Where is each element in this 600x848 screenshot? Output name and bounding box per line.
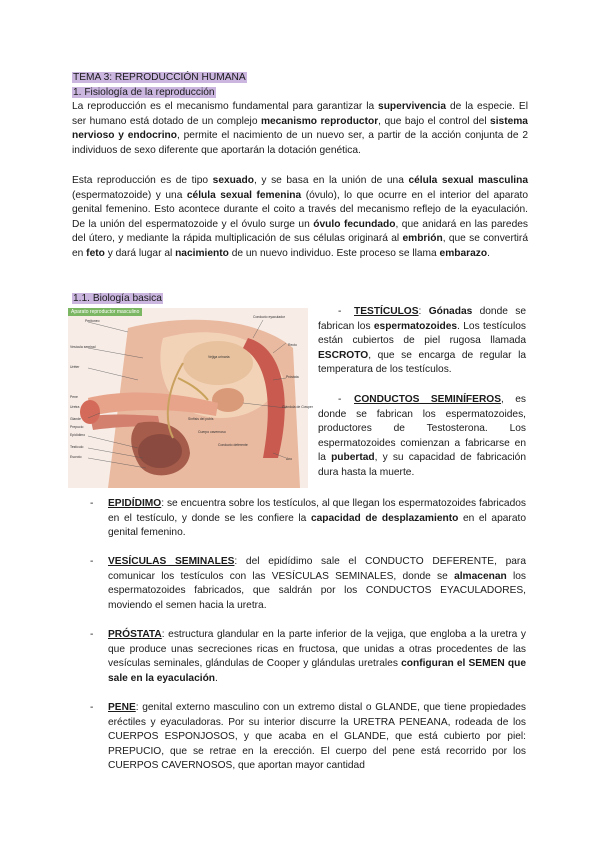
item-testiculos: [318, 305, 526, 378]
label-recto: Recto: [288, 343, 297, 347]
item-term: CONDUCTOS SEMINÍFEROS: [354, 394, 502, 405]
bold-text: Gónadas: [428, 306, 473, 317]
text-run: , y su capacidad de fabricación dura hasta la muerte.: [318, 452, 526, 478]
item-term: TESTÍCULOS: [354, 306, 419, 317]
bold-text: capacidad de desplazamiento: [310, 512, 459, 524]
label-conducto-eyaculador: Conducto eyaculador: [253, 315, 286, 319]
item-prostata: [108, 628, 526, 686]
bold-text: supervivencia: [378, 101, 447, 112]
text-run: , y se basa en la unión de una: [254, 175, 409, 186]
label-pene: Pene: [70, 395, 78, 399]
bold-text: espermatozoides: [373, 320, 458, 332]
label-epididimo: Epidídimo: [70, 433, 86, 437]
text-run: donde se fabrican los: [318, 306, 526, 332]
text-run: , que bajo el control del: [378, 115, 491, 127]
text-run: .: [487, 247, 490, 259]
bold-text: embarazo: [439, 247, 488, 259]
item-pene: [108, 701, 526, 774]
item-term: PRÓSTATA: [108, 629, 162, 640]
bullet-dash: -: [90, 702, 94, 713]
section-1-1-heading: 1.1. Biología basica: [73, 293, 162, 304]
label-vejiga: Vejiga urinaria: [208, 355, 230, 359]
text-run: , permite el nacimiento de un nuevo ser, a partir de la acción conjunta de 2 individuos de sexo diferente que aportarán la dotación genética.: [72, 130, 528, 156]
bold-text: nacimiento: [175, 247, 229, 259]
diagram-illustration: [68, 308, 313, 488]
text-run: los espermatozoides fabricados, que saldrán por los CONDUCTOS EYACULADORES, moviendo el semen hacia la uretra.: [108, 570, 526, 611]
label-ureter: Uréter: [70, 365, 80, 369]
testis-shape: [138, 434, 182, 468]
bladder-shape: [183, 341, 253, 385]
bullet-dash: -: [90, 556, 94, 567]
section-1-heading: 1. Fisiología de la reproducción: [73, 87, 215, 98]
bold-text: almacenan: [454, 570, 507, 582]
item-epididimo: [108, 497, 526, 541]
bullet-dash: -: [90, 498, 94, 509]
text-run: , que se convertirá en: [72, 233, 528, 259]
text-run: .: [215, 672, 218, 684]
text-run: en el aparato genital femenino.: [108, 512, 526, 539]
label-sinfisis: Sínfisis del pubis: [188, 417, 214, 421]
text-run: :: [418, 306, 429, 317]
label-escroto: Escroto: [70, 455, 82, 459]
bold-text: sistema nervioso y endocrino: [72, 115, 528, 142]
text-run: (óvulo), lo que ocurre en el interior del aparato genital femenino. Esto acontece durante el coito a través del mecanismo reflejo de la eyaculación. De la unión del espermatozoide y el óvulo surge un: [72, 189, 529, 230]
label-uretra: Uretra: [70, 405, 80, 409]
item-term: VESÍCULAS SEMINALES: [108, 556, 235, 567]
bold-text: embrión: [402, 233, 443, 245]
bold-text: óvulo fecundado: [313, 218, 396, 230]
bold-text: mecanismo reproductor: [260, 115, 379, 127]
text-run: de un nuevo individuo. Este proceso se llama: [228, 247, 440, 259]
text-run: y dará lugar al: [104, 247, 176, 259]
text-run: , que se encarga de regular la temperatura de los testículos.: [318, 349, 526, 376]
label-prepucio: Prepucio: [70, 425, 84, 429]
male-reproductive-diagram: [68, 308, 313, 488]
bold-text: célula sexual masculina: [408, 175, 529, 186]
bullet-dash: -: [338, 394, 342, 405]
item-term: PENE: [108, 702, 136, 713]
text-run: , que anidará en las paredes del útero, y mediante la rápida multiplicación de sus células originará al: [72, 218, 528, 245]
text-run: Esta reproducción es de tipo: [72, 175, 213, 186]
figure-tag: Aparato reproductor masculino: [68, 308, 142, 316]
label-glande: Glande: [70, 417, 81, 421]
bold-text: célula sexual femenina: [186, 189, 302, 201]
text-run: : estructura glandular en la parte inferior de la vejiga, que engloba a la uretra y que produce unas secreciones ricas en fructosa, que unidas a otras procedentes de las vesículas seminales, glándulas de Cooper y glándulas uretrales: [108, 629, 526, 670]
text-run: La reproducción es el mecanismo fundamental para garantizar la: [72, 101, 379, 112]
bold-text: pubertad: [331, 452, 375, 464]
text-run: , es donde se fabrican los espermatozoides, productores de Testosterona. Los espermatozoides comienzan a fabricarse en la: [318, 394, 526, 464]
bold-text: sexuado: [212, 175, 254, 186]
item-vesiculas: [108, 555, 526, 613]
glans-shape: [80, 400, 100, 424]
reproduction-paragraph: [72, 174, 528, 262]
label-conducto-deferente: Conducto deferente: [218, 443, 248, 447]
text-run: : del epidídimo sale el CONDUCTO DEFERENTE, para comunicar los testículos con las VESÍCULAS SEMINALES, donde se: [108, 556, 526, 582]
label-vesicula: Vesícula seminal: [70, 345, 96, 349]
label-cuerpo-cavernoso: Cuerpo cavernoso: [198, 430, 226, 434]
bullet-dash: -: [90, 629, 94, 640]
text-run: . Los testículos están cubiertos de piel rugosa llamada: [318, 320, 526, 347]
item-conductos-seminiferos: [318, 393, 526, 481]
text-run: (espermatozoide) y una: [72, 189, 187, 201]
bold-text: feto: [86, 247, 105, 259]
label-cowper: Glándula de Cowper: [282, 405, 313, 409]
bullet-dash: -: [338, 306, 342, 317]
label-peritoneo: Peritoneo: [85, 319, 100, 323]
intro-paragraph: [72, 100, 528, 158]
label-prostata: Próstata: [286, 375, 299, 379]
document-title: TEMA 3: REPRODUCCIÓN HUMANA: [73, 72, 246, 83]
text-run: : se encuentra sobre los testículos, al que llegan los espermatozoides fabricados en el testículo, y donde se les confiere la: [108, 498, 526, 524]
bold-text: configuran el SEMEN que sale en la eyaculación: [108, 658, 526, 684]
bold-text: ESCROTO: [318, 349, 369, 361]
item-term: EPIDÍDIMO: [108, 498, 162, 509]
text-run: de la especie. El ser humano está dotado de un complejo: [72, 101, 528, 127]
label-ano: Ano: [286, 457, 293, 461]
label-testiculo: Testículo: [70, 445, 84, 449]
text-run: : genital externo masculino con un extremo distal o GLANDE, que tiene propiedades eréctiles y eyaculadoras. Por su interior discurre la URETRA PENEANA, rodeada de los CUERPOS ESPONJOSOS, y que acaba en el GLANDE, que está cubierto por piel: PREPUCIO, que se retrae en la erección. El cuerpo del pene está recorrido por los CUERPOS CAVERNOSOS, que aportan mayor cantidad: [108, 702, 526, 772]
